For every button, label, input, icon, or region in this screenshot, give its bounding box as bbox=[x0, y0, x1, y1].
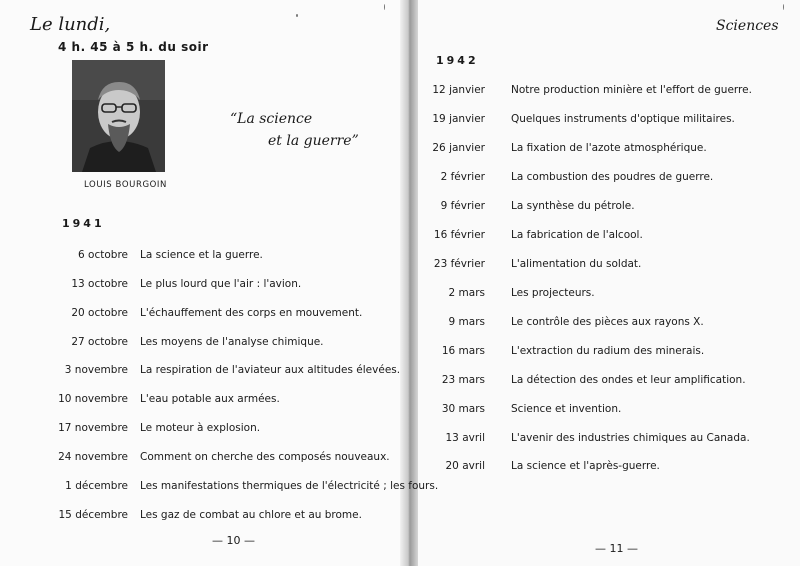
entry-date: 20 octobre bbox=[71, 307, 128, 319]
entry-date: 27 octobre bbox=[71, 336, 128, 348]
entry-date: 12 janvier bbox=[432, 84, 485, 96]
lecture-title-line-2: et la guerre” bbox=[268, 133, 359, 149]
entry-date: 30 mars bbox=[441, 403, 485, 415]
entry-topic: Notre production minière et l'effort de guerre. bbox=[511, 84, 752, 96]
entry-topic: La combustion des poudres de guerre. bbox=[511, 171, 714, 183]
entry-topic: La synthèse du pétrole. bbox=[511, 200, 635, 212]
entry-date: 1 décembre bbox=[65, 480, 128, 492]
paper-speck bbox=[296, 14, 298, 17]
entry-date: 23 février bbox=[433, 258, 485, 270]
entry-topic: Science et invention. bbox=[511, 403, 622, 415]
entry-topic: La science et la guerre. bbox=[140, 249, 263, 261]
entry-date: 9 février bbox=[440, 200, 485, 212]
entry-topic: Les gaz de combat au chlore et au brome. bbox=[140, 509, 362, 521]
entry-date: 6 octobre bbox=[78, 249, 128, 261]
entry-date: 20 avril bbox=[445, 460, 485, 472]
entry-date: 16 mars bbox=[441, 345, 485, 357]
portrait-illustration bbox=[72, 60, 165, 172]
entry-topic: Le contrôle des pièces aux rayons X. bbox=[511, 316, 704, 328]
year-heading: 1941 bbox=[62, 217, 105, 230]
entry-topic: Le moteur à explosion. bbox=[140, 422, 261, 434]
entry-date: 3 novembre bbox=[64, 364, 128, 376]
entry-topic: La fixation de l'azote atmosphérique. bbox=[511, 142, 707, 154]
entry-topic: L'eau potable aux armées. bbox=[140, 393, 280, 405]
entry-date: 16 février bbox=[433, 229, 485, 241]
entry-date: 19 janvier bbox=[432, 113, 485, 125]
entry-topic: La science et l'après-guerre. bbox=[511, 460, 660, 472]
entry-topic: La respiration de l'aviateur aux altitudes élevées. bbox=[140, 364, 401, 376]
entry-topic: Comment on cherche des composés nouveaux. bbox=[140, 451, 390, 463]
entry-date: 13 avril bbox=[445, 432, 485, 444]
entry-date: 15 décembre bbox=[58, 509, 128, 521]
entry-date: 17 novembre bbox=[58, 422, 128, 434]
entry-date: 26 janvier bbox=[432, 142, 485, 154]
entry-date: 24 novembre bbox=[58, 451, 128, 463]
entry-topic: Les moyens de l'analyse chimique. bbox=[140, 336, 324, 348]
page-number-left: — 10 — bbox=[212, 534, 255, 547]
entry-date: 10 novembre bbox=[58, 393, 128, 405]
entry-topic: La fabrication de l'alcool. bbox=[511, 229, 643, 241]
entry-date: 2 mars bbox=[448, 287, 485, 299]
year-heading: 1942 bbox=[436, 54, 479, 67]
entry-topic: La détection des ondes et leur amplification. bbox=[511, 374, 746, 386]
time-slot: 4 h. 45 à 5 h. du soir bbox=[58, 40, 209, 54]
portrait-photo bbox=[72, 60, 165, 172]
page-number-right: — 11 — bbox=[595, 542, 638, 555]
entry-topic: Les manifestations thermiques de l'électricité ; les fours. bbox=[140, 480, 439, 492]
day-heading: Le lundi, bbox=[30, 14, 111, 35]
entry-date: 2 février bbox=[440, 171, 485, 183]
paper-speck bbox=[783, 4, 784, 10]
entry-date: 23 mars bbox=[441, 374, 485, 386]
portrait-caption: LOUIS BOURGOIN bbox=[84, 180, 167, 190]
entry-topic: Les projecteurs. bbox=[511, 287, 595, 299]
lecture-title bbox=[230, 108, 359, 152]
entry-topic: L'alimentation du soldat. bbox=[511, 258, 642, 270]
entry-topic: Quelques instruments d'optique militaires. bbox=[511, 113, 735, 125]
section-heading: Sciences bbox=[716, 18, 779, 34]
lecture-title-line-1: “La science bbox=[230, 111, 313, 127]
entry-date: 9 mars bbox=[448, 316, 485, 328]
entry-topic: L'échauffement des corps en mouvement. bbox=[140, 307, 363, 319]
entry-topic: L'avenir des industries chimiques au Canada. bbox=[511, 432, 750, 444]
entry-topic: L'extraction du radium des minerais. bbox=[511, 345, 705, 357]
entry-topic: Le plus lourd que l'air : l'avion. bbox=[140, 278, 302, 290]
entry-date: 13 octobre bbox=[71, 278, 128, 290]
paper-speck bbox=[384, 4, 385, 10]
